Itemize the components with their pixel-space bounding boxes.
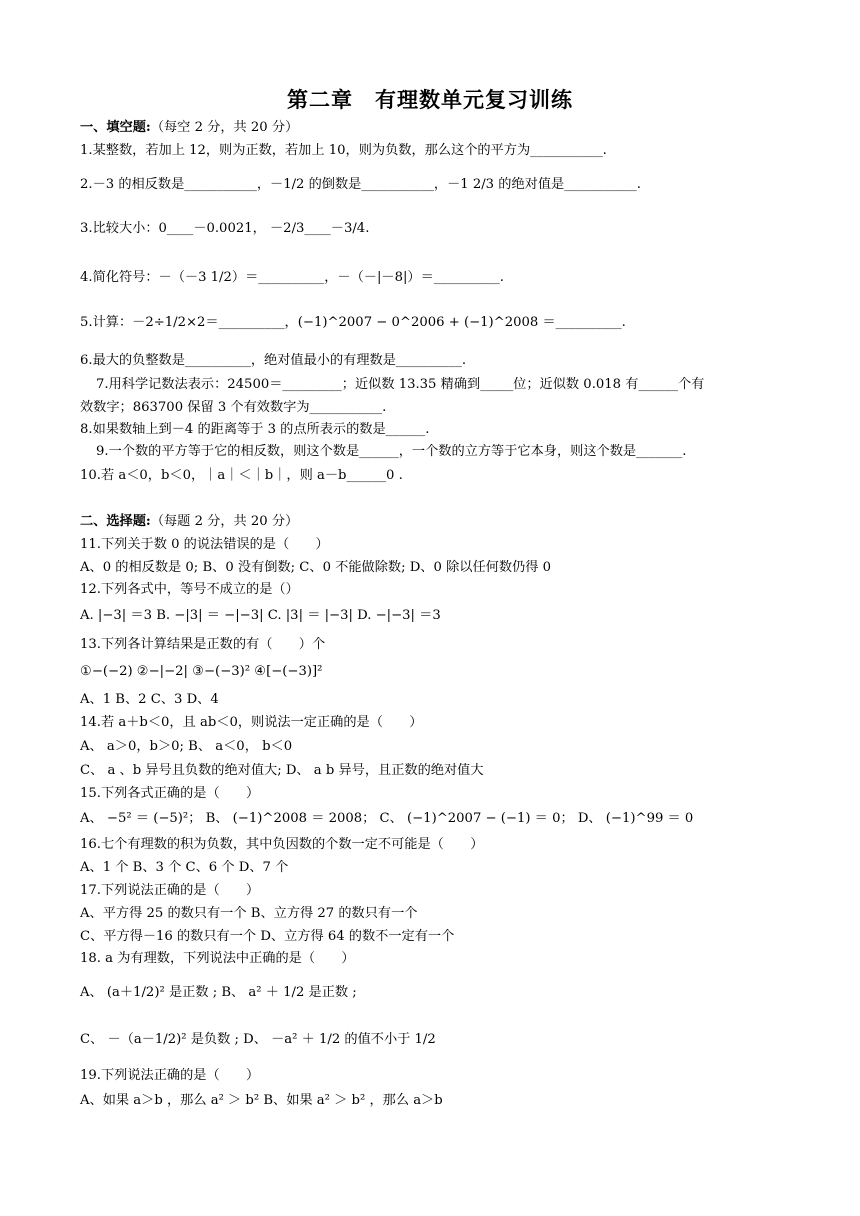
question-16: 16.七个有理数的积为负数，其中负因数的个数一定不可能是（ ） [80,837,484,852]
question-17-options-ab: A、平方得 25 的数只有一个 B、立方得 27 的数只有一个 [80,906,418,921]
question-14: 14.若 a＋b＜0，且 ab＜0，则说法一定正确的是（ ） [80,715,423,730]
question-5: 5.计算：－2÷1/2×2＝__________，(−1)^2007 − 0^2006 + (−1)^2008 ＝__________. [80,315,626,330]
question-9: 9.一个数的平方等于它的相反数，则这个数是______，一个数的立方等于它本身，则这个数是_______. [96,444,687,459]
question-18-options-cd: C、 －（a－1/2)² 是负数 ; D、 －a² ＋ 1/2 的值不小于 1/2 [80,1032,436,1047]
question-12-options: A. |−3| ＝3 B. −|3| ＝ −|−3| C. |3| ＝ |−3| D. −|−3| ＝3 [80,608,441,623]
question-14-options-cd: C、 a 、b 异号且负数的绝对值大; D、 a b 异号，且正数的绝对值大 [80,763,484,778]
question-13-items: ①−(−2) ②−|−2| ③−(−3)² ④[−(−3)]² [80,664,323,679]
question-11: 11.下列关于数 0 的说法错误的是（ ） [80,537,329,552]
question-3: 3.比较大小：0____－0.0021， －2/3____－3/4. [80,221,370,236]
section-fill-in-heading [80,118,820,138]
question-1: 1.某整数，若加上 12，则为正数，若加上 10，则为负数，那么这个的平方为___________. [80,143,607,158]
section-fill-in-title: 一、填空题: [80,120,151,135]
question-11-options: A、0 的相反数是 0; B、0 没有倒数; C、0 不能做除数; D、0 除以任何数仍得 0 [80,560,551,575]
section-fill-in-note: （每空 2 分，共 20 分） [150,120,299,135]
question-7-continued: 效数字；863700 保留 3 个有效数字为___________. [80,400,387,415]
question-13-options: A、1 B、2 C、3 D、4 [80,692,219,707]
question-15: 15.下列各式正确的是（ ） [80,786,260,801]
question-19-options: A、如果 a＞b ，那么 a² ＞ b² B、如果 a² ＞ b² ，那么 a＞b [80,1093,443,1108]
question-8: 8.如果数轴上到－4 的距离等于 3 的点所表示的数是______. [80,422,430,437]
question-17: 17.下列说法正确的是（ ） [80,883,260,898]
question-10: 10.若 a＜0，b＜0，｜a｜＜｜b｜，则 a－b______0 . [80,468,403,483]
question-13: 13.下列各计算结果是正数的有（ ）个 [80,637,326,652]
question-16-options: A、1 个 B、3 个 C、6 个 D、7 个 [80,860,289,875]
question-14-options-ab: A、 a＞0，b＞0; B、 a＜0， b＜0 [80,739,293,754]
section-choice-title: 二、选择题: [80,514,151,529]
section-choice-heading [80,512,820,532]
question-12: 12.下列各式中，等号不成立的是（） [80,582,299,597]
section-choice-note: （每题 2 分，共 20 分） [150,514,299,529]
question-18-options-ab: A、 (a＋1/2)² 是正数 ; B、 a² ＋ 1/2 是正数 ; [80,985,357,1000]
question-4: 4.简化符号：－（－3 1/2）＝__________，－（－|－8|）＝__________. [80,270,504,285]
page-title: 第二章 有理数单元复习训练 [287,87,573,112]
question-17-options-cd: C、平方得－16 的数只有一个 D、立方得 64 的数不一定有一个 [80,929,455,944]
question-15-options: A、 −5² ＝ (−5)²； B、 (−1)^2008 ＝ 2008； C、 (−1)^2007 − (−1) ＝ 0； D、 (−1)^99 ＝ 0 [80,811,694,826]
question-18: 18. a 为有理数，下列说法中正确的是（ ） [80,951,355,966]
question-2: 2.－3 的相反数是___________，－1/2 的倒数是___________，－1 2/3 的绝对值是___________. [80,177,641,192]
question-6: 6.最大的负整数是__________，绝对值最小的有理数是__________. [80,353,467,368]
question-19: 19.下列说法正确的是（ ） [80,1068,260,1083]
question-7: 7.用科学记数法表示：24500＝_________；近似数 13.35 精确到_____位；近似数 0.018 有______个有 [96,377,705,392]
